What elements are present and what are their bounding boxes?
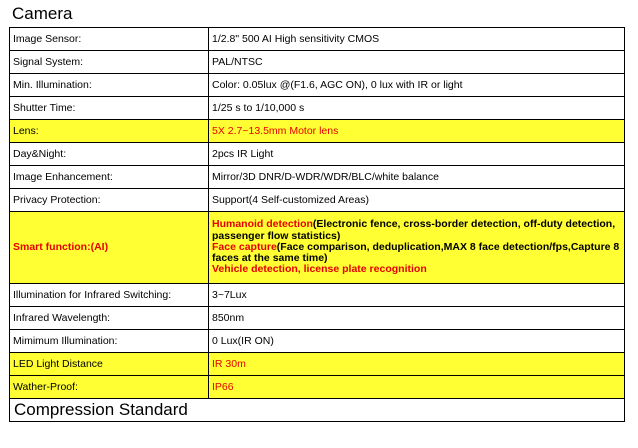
table-row — [10, 74, 625, 97]
table-row — [10, 166, 625, 189]
row-value-highlighted: IP66 — [209, 376, 625, 399]
camera-spec-table — [9, 27, 625, 422]
row-label: LED Light Distance — [10, 353, 209, 376]
row-label: Min. Illumination: — [10, 74, 209, 97]
table-row — [10, 330, 625, 353]
row-label: Mimimum Illumination: — [10, 330, 209, 353]
smart-function-value — [209, 212, 625, 284]
row-label: Wather-Proof: — [10, 376, 209, 399]
row-value: Mirror/3D DNR/D-WDR/WDR/BLC/white balance — [209, 166, 625, 189]
row-label: Illumination for Infrared Switching: — [10, 284, 209, 307]
humanoid-detection-text: (Electronic fence, cross-border detection, off-duty detection, passenger flow statistics) — [212, 218, 616, 242]
humanoid-detection-title: Humanoid detection — [212, 218, 313, 231]
row-value-highlighted: IR 30m — [209, 353, 625, 376]
row-value: 850nm — [209, 307, 625, 330]
table-row — [10, 51, 625, 74]
row-value: PAL/NTSC — [209, 51, 625, 74]
table-row — [10, 353, 625, 376]
table-row — [10, 284, 625, 307]
row-label: Day&Night: — [10, 143, 209, 166]
row-value: 2pcs IR Light — [209, 143, 625, 166]
vehicle-detection-text: Vehicle detection, license plate recognition — [212, 263, 427, 276]
row-value-highlighted: 5X 2.7~13.5mm Motor lens — [209, 120, 625, 143]
table-row — [10, 97, 625, 120]
row-value: 1/2.8" 500 AI High sensitivity CMOS — [209, 28, 625, 51]
table-row — [10, 28, 625, 51]
smart-function-label: Smart function:(AI) — [10, 212, 209, 284]
face-capture-text: (Face comparison, deduplication,MAX 8 face detection/fps,Capture 8 faces at the same time) — [212, 240, 620, 265]
row-value: Support(4 Self-customized Areas) — [209, 189, 625, 212]
row-value: 0 Lux(IR ON) — [209, 330, 625, 353]
row-label: Image Enhancement: — [10, 166, 209, 189]
table-row — [10, 120, 625, 143]
row-label: Image Sensor: — [10, 28, 209, 51]
row-label: Privacy Protection: — [10, 189, 209, 212]
face-capture-title: Face capture — [212, 240, 277, 253]
section-title-compression: Compression Standard — [10, 399, 625, 422]
row-label: Signal System: — [10, 51, 209, 74]
table-row-smart-function — [10, 212, 625, 284]
row-label: Shutter Time: — [10, 97, 209, 120]
table-row — [10, 307, 625, 330]
row-value: 3~7Lux — [209, 284, 625, 307]
section-title-camera: Camera — [12, 4, 73, 23]
table-row — [10, 376, 625, 399]
row-value: Color: 0.05lux @(F1.6, AGC ON), 0 lux with IR or light — [209, 74, 625, 97]
row-value: 1/25 s to 1/10,000 s — [209, 97, 625, 120]
row-label: Lens: — [10, 120, 209, 143]
table-row-compression-title — [10, 399, 625, 422]
table-row — [10, 143, 625, 166]
table-row — [10, 189, 625, 212]
row-label: Infrared Wavelength: — [10, 307, 209, 330]
